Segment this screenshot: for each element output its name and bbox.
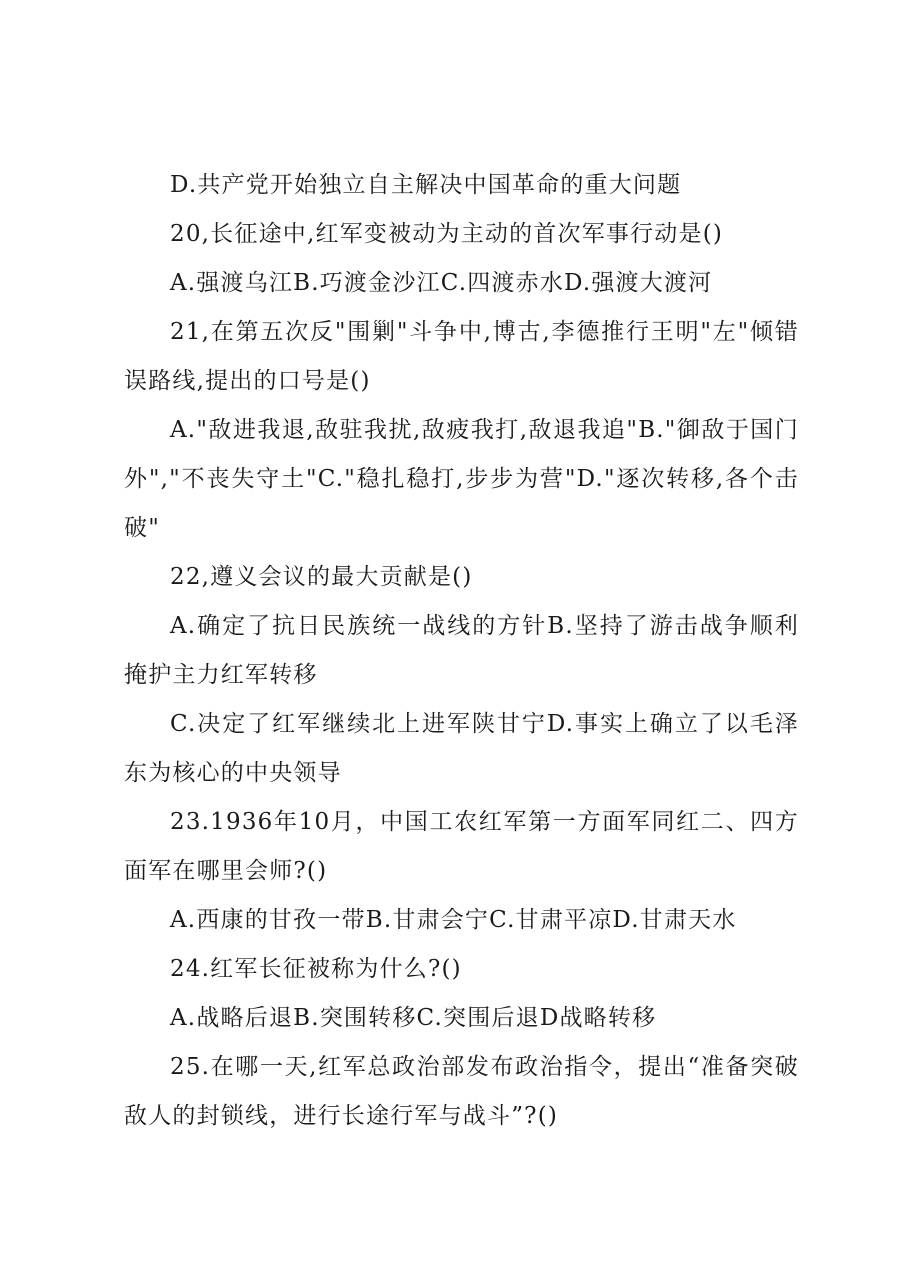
options-23: A.西康的甘孜一带B.甘肃会宁C.甘肃平凉D.甘肃天水 [170, 907, 737, 933]
question-24: 24.红军长征被称为什么?() [170, 956, 462, 982]
document-body [124, 161, 799, 1141]
question-20: 20,长征途中,红军变被动为主动的首次军事行动是() [170, 221, 724, 247]
options-20: A.强渡乌江B.巧渡金沙江C.四渡赤水D.强渡大渡河 [170, 270, 713, 296]
options-22-cd: C.决定了红军继续北上进军陕甘宁D.事实上确立了以毛泽东为核心的中央领导 [124, 711, 799, 786]
options-24: A.战略后退B.突围转移C.突围后退D战略转移 [170, 1005, 657, 1031]
option-line-d: D.共产党开始独立自主解决中国革命的重大问题 [170, 172, 682, 198]
question-23: 23.1936年10月，中国工农红军第一方面军同红二、四方面军在哪里会师?() [124, 809, 799, 884]
question-22: 22,遵义会议的最大贡献是() [170, 564, 473, 590]
question-25: 25.在哪一天,红军总政治部发布政治指令，提出“准备突破敌人的封锁线，进行长途行军与战斗”?() [124, 1054, 799, 1129]
options-21: A."敌进我退,敌驻我扰,敌疲我打,敌退我追"B."御敌于国门外","不丧失守土"C."稳扎稳打,步步为营"D."逐次转移,各个击破" [124, 417, 799, 541]
options-22-ab: A.确定了抗日民族统一战线的方针B.坚持了游击战争顺利掩护主力红军转移 [124, 613, 799, 688]
question-21: 21,在第五次反"围剿"斗争中,博古,李德推行王明"左"倾错误路线,提出的口号是() [124, 319, 799, 394]
